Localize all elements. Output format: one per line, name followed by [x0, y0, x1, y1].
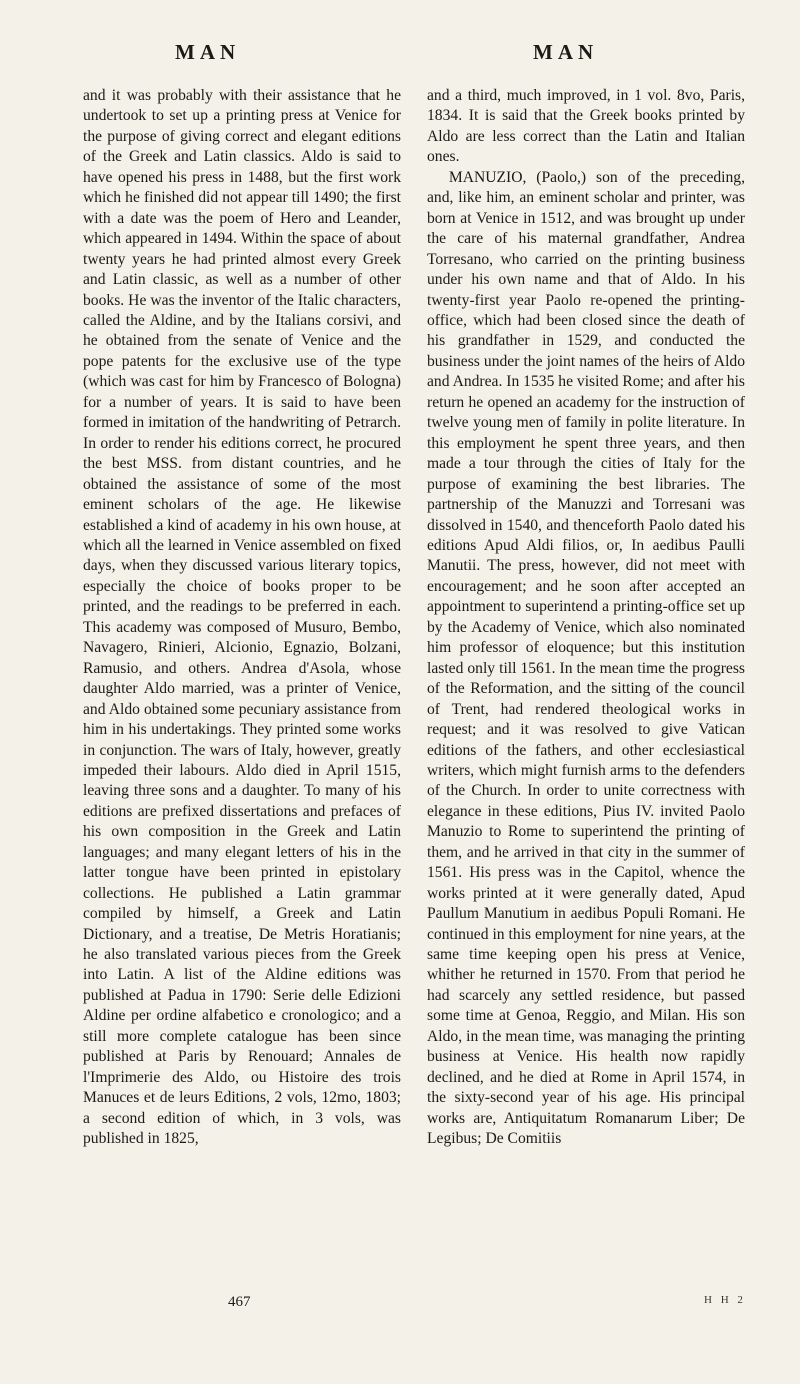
page-number: 467: [228, 1294, 251, 1310]
signature-mark: H H 2: [704, 1294, 746, 1306]
left-text-column: [83, 86, 401, 1150]
right-text-column: [427, 86, 745, 1150]
left-column-paragraph: and it was probably with their assistance that he undertook to set up a printing press at Venice for the purpose of giving correct and elegant editions of the Greek and Latin classics. Aldo is said to have opened his press in 1488, but the first work which he finished did not appear till 1490; the first with a date was the poem of Hero and Leander, which appeared in 1494. Within the space of about twenty years he had printed almost every Greek and Latin classic, as well as a number of other books. He was the inventor of the Italic characters, called the Aldine, and by the Italians corsivi, and he obtained from the senate of Venice and the pope patents for the exclusive use of the type (which was cast for him by Francesco of Bologna) for a number of years. It is said to have been formed in imitation of the handwriting of Petrarch. In order to render his editions correct, he procured the best MSS. from distant countries, and he obtained the assistance of some of the most eminent scholars of the age. He likewise established a kind of academy in his own house, at which all the learned in Venice assembled on fixed days, when they discussed various literary topics, especially the choice of books proper to be printed, and the readings to be preferred in each. This academy was composed of Musuro, Bembo, Navagero, Rinieri, Alcionio, Egnazio, Bolzani, Ramusio, and others. Andrea d'Asola, whose daughter Aldo married, was a printer of Venice, and Aldo obtained some pecuniary assistance from him in his undertakings. They printed some works in conjunction. The wars of Italy, however, greatly impeded their labours. Aldo died in April 1515, leaving three sons and a daughter. To many of his editions are prefixed dissertations and prefaces of his own composition in the Greek and Latin languages; and many elegant letters of his in the latter tongue have been printed in epistolary collections. He published a Latin grammar compiled by himself, a Greek and Latin Dictionary, and a treatise, De Metris Horatianis; he also translated various pieces from the Greek into Latin. A list of the Aldine editions was published at Padua in 1790: Serie delle Edizioni Aldine per ordine alfabetico e cronologico; and a still more complete catalogue has been since published at Paris by Renouard; Annales de l'Imprimerie des Aldo, ou Histoire des trois Manuces et de leurs Editions, 2 vols, 12mo, 1803; a second edition of which, in 3 vols, was published in 1825,: [83, 87, 401, 1148]
right-column-paragraph-continuation: and a third, much improved, in 1 vol. 8vo, Paris, 1834. It is said that the Greek books printed by Aldo are less correct than the Latin and Italian ones.: [427, 87, 745, 166]
running-header-right: MAN: [533, 40, 599, 64]
running-header-left: MAN: [175, 40, 241, 64]
right-column-entry-manuzio-paolo: MANUZIO, (Paolo,) son of the preceding, and, like him, an eminent scholar and printer, was born at Venice in 1512, and was brought up under the care of his maternal grandfather, Andrea Torresano, who carried on the printing business under his own name and that of Aldo. In his twenty-first year Paolo re-opened the printing-office, which had been closed since the death of his grandfather in 1529, and conducted the business under the joint names of the heirs of Aldo and Andrea. In 1535 he visited Rome; and after his return he opened an academy for the instruction of twelve young men of family in polite literature. In this employment he spent three years, and then made a tour through the cities of Italy for the purpose of examining the best libraries. The partnership of the Manuzzi and Torresani was dissolved in 1540, and thenceforth Paolo dated his editions Apud Aldi filios, or, In aedibus Paulli Manutii. The press, however, did not meet with encouragement; and he soon after accepted an appointment to superintend a printing-office set up by the Academy of Venice, which also nominated him professor of eloquence; but this institution lasted only till 1561. In the mean time the progress of the Reformation, and the sitting of the council of Trent, had rendered theological works in request; and it was resolved to give Vatican editions of the fathers, and other ecclesiastical writers, which might furnish arms to the defenders of the Church. In order to unite correctness with elegance in these editions, Pius IV. invited Paolo Manuzio to Rome to superintend the printing of them, and he arrived in that city in the summer of 1561. His press was in the Capitol, whence the works printed at it were generally dated, Apud Paullum Manutium in aedibus Populi Romani. He continued in this employment for nine years, at the same time keeping open his press at Venice, whither he returned in 1570. From that period he had scarcely any settled residence, but passed some time at Genoa, Reggio, and Milan. His son Aldo, in the mean time, was managing the printing business at Venice. His health now rapidly declined, and he died at Rome in April 1574, in the sixty-second year of his age. His principal works are, Antiquitatum Romanarum Liber; De Legibus; De Comitiis: [427, 168, 745, 1148]
